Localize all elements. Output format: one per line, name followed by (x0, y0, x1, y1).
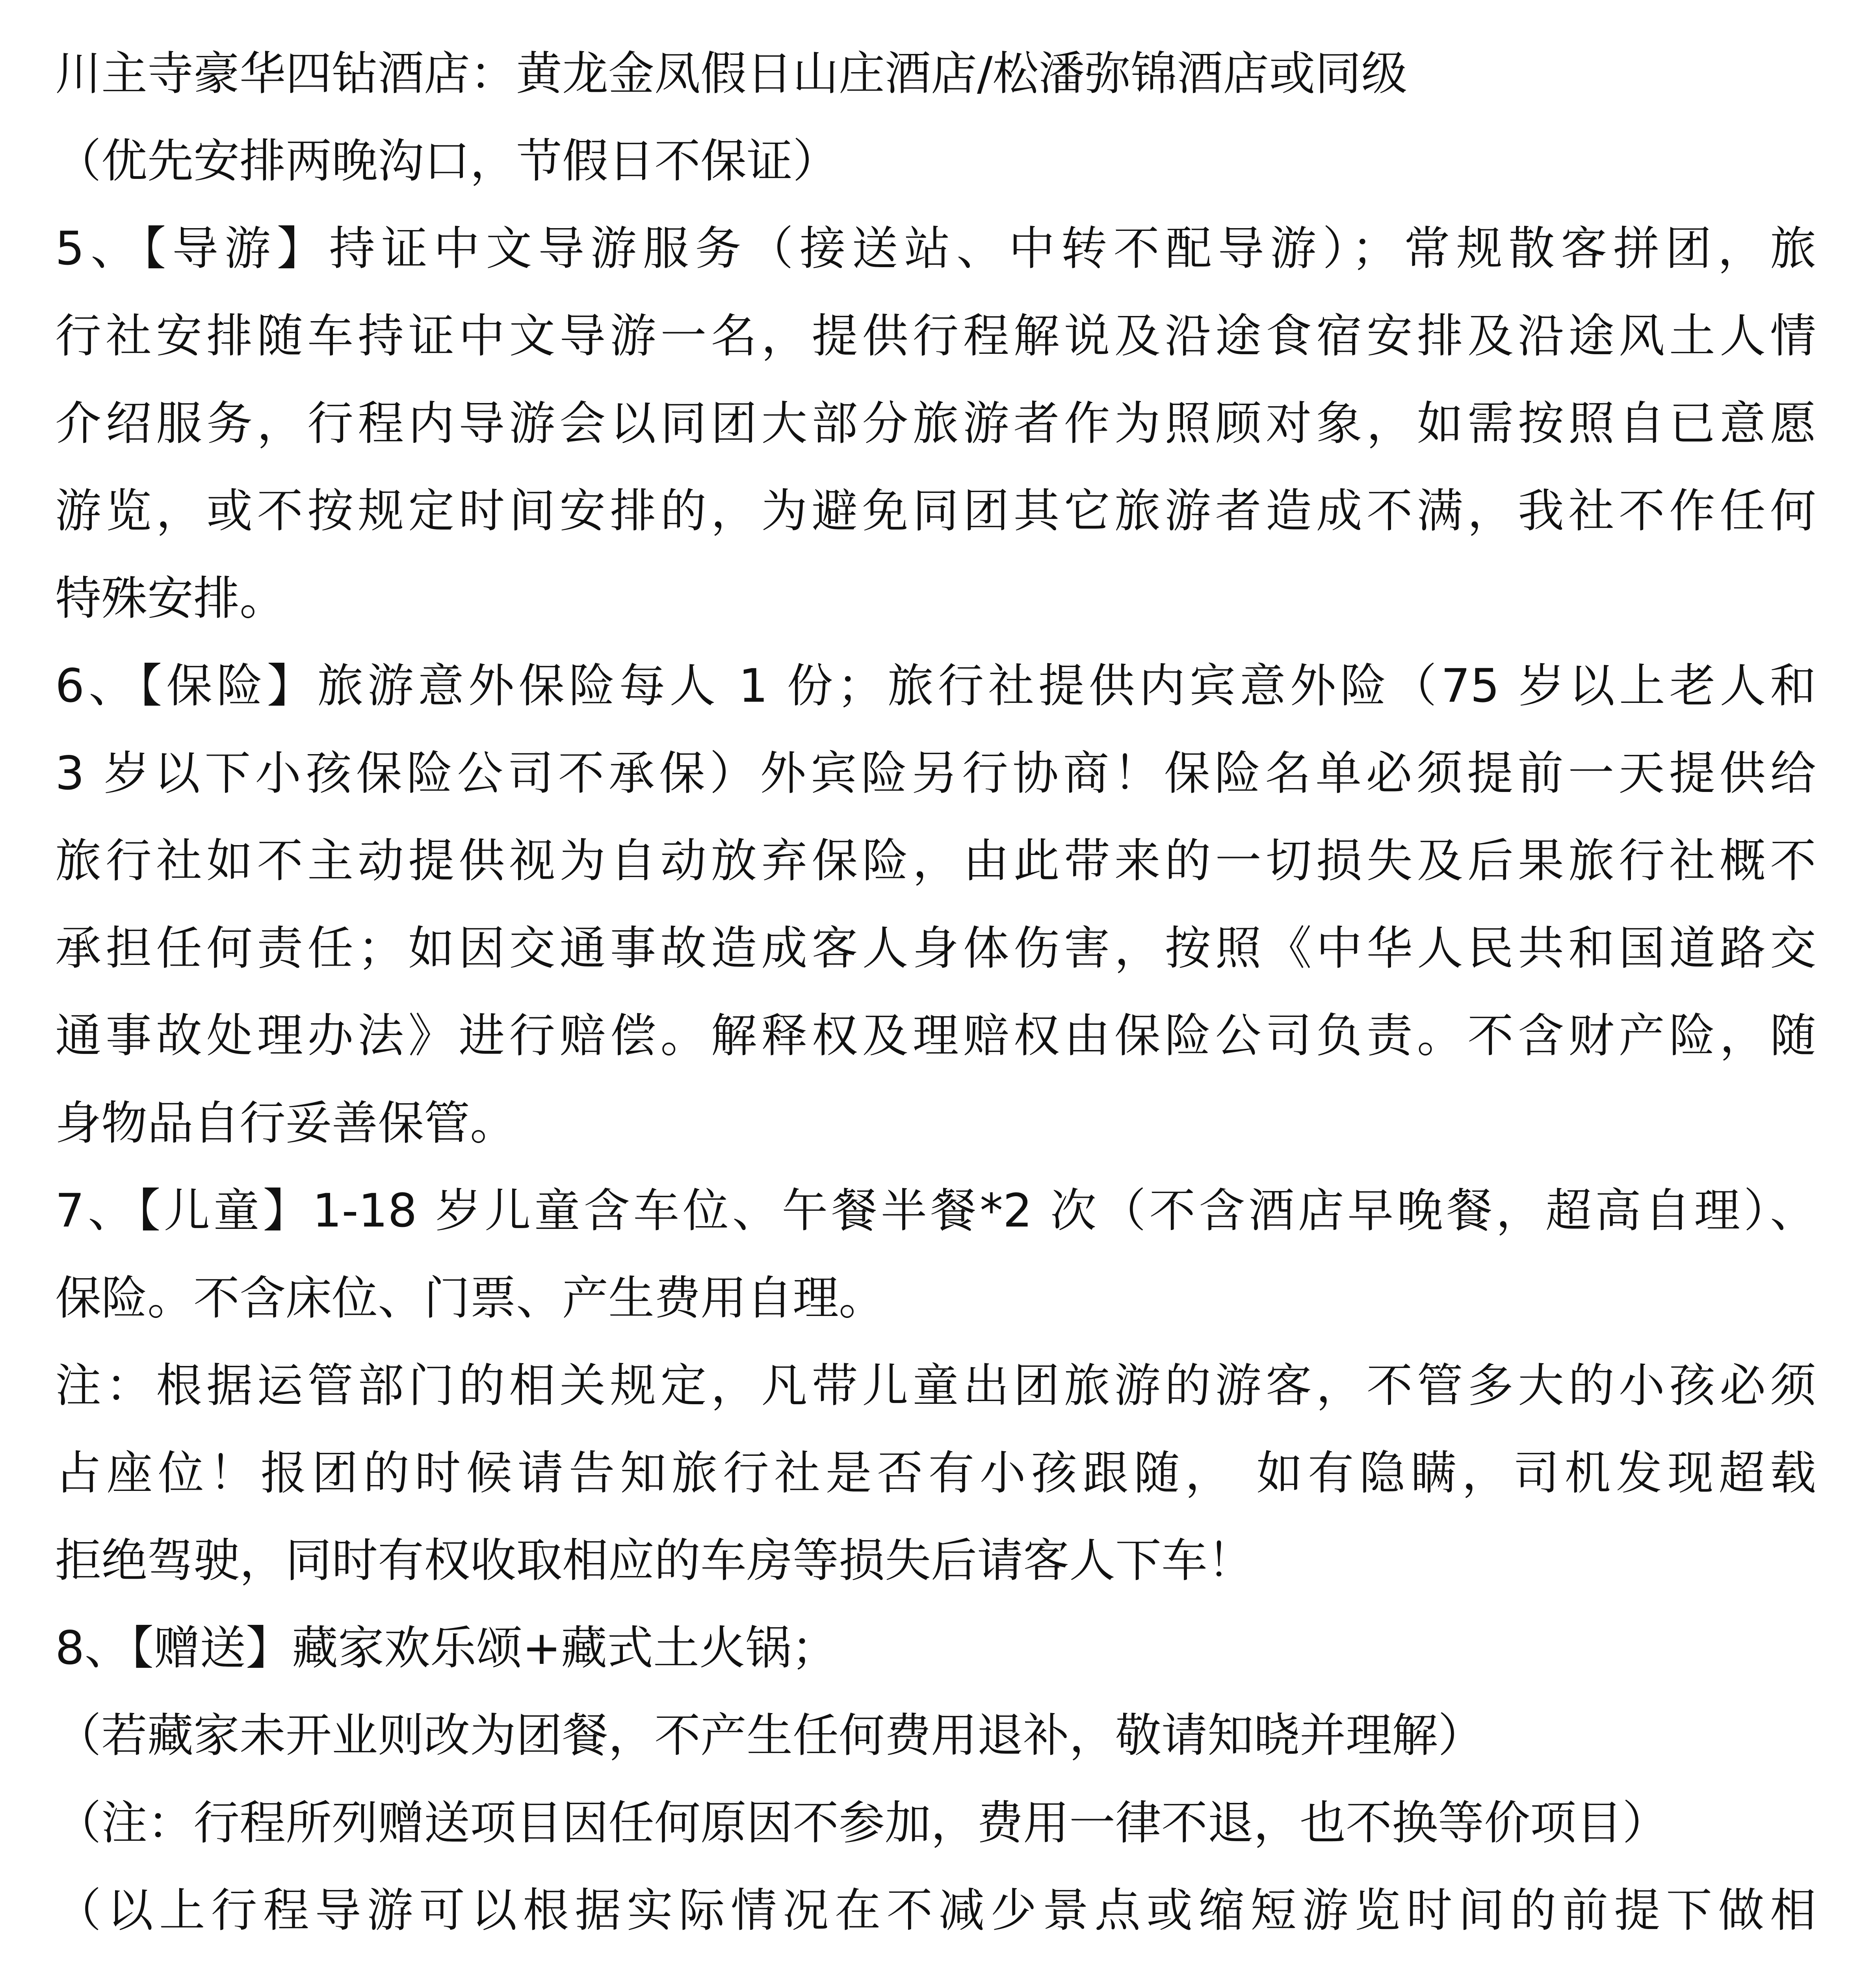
text-line: 游览，或不按规定时间安排的，为避免同团其它旅游者造成不满，我社不作任何 (55, 484, 1816, 538)
text-line: 介绍服务，行程内导游会以同团大部分旅游者作为照顾对象，如需按照自已意愿 (55, 396, 1816, 450)
text-line: 特殊安排。 (55, 571, 286, 625)
text-line: 拒绝驾驶，同时有权收取相应的车房等损失后请客人下车！ (55, 1533, 1254, 1587)
text-line: （优先安排两晚沟口，节假日不保证） (55, 134, 839, 188)
text-block-before-heading (55, 30, 1816, 1970)
text-line: 5、【导游】持证中文导游服务（接送站、中转不配导游）；常规散客拼团，旅 (55, 221, 1816, 275)
text-line: 承担任何责任；如因交通事故造成客人身体伤害，按照《中华人民共和国道路交 (55, 921, 1816, 975)
document-body (55, 30, 1816, 1970)
text-line: 7、【儿童】1-18 岁儿童含车位、午餐半餐*2 次（不含酒店早晚餐，超高自理）、 (55, 1184, 1816, 1238)
text-line: 旅行社如不主动提供视为自动放弃保险，由此带来的一切损失及后果旅行社概不 (55, 834, 1816, 888)
text-line: 行社安排随车持证中文导游一名，提供行程解说及沿途食宿安排及沿途风土人情 (55, 309, 1816, 363)
text-line: 通事故处理办法》进行赔偿。解释权及理赔权由保险公司负责。不含财产险，随 (55, 1009, 1816, 1063)
text-line: 8、【赠送】藏家欢乐颂+藏式土火锅； (55, 1621, 838, 1675)
text-line: 占座位！报团的时候请告知旅行社是否有小孩跟随， 如有隐瞒，司机发现超载 (55, 1446, 1816, 1500)
text-line: （注：行程所列赠送项目因任何原因不参加，费用一律不退，也不换等价项目） (55, 1796, 1669, 1850)
text-line (55, 1954, 1816, 1970)
text-line: （若藏家未开业则改为团餐，不产生任何费用退补，敬请知晓并理解） (55, 1708, 1484, 1762)
text-line: 注：根据运管部门的相关规定，凡带儿童出团旅游的游客，不管多大的小孩必须 (55, 1359, 1816, 1412)
text-line: （以上行程导游可以根据实际情况在不减少景点或缩短游览时间的前提下做相 (55, 1883, 1816, 1937)
text-line: 3 岁以下小孩保险公司不承保）外宾险另行协商！保险名单必须提前一天提供给 (55, 746, 1816, 800)
text-line: 身物品自行妥善保管。 (55, 1096, 516, 1150)
text-line: 川主寺豪华四钻酒店：黄龙金凤假日山庄酒店/松潘弥锦酒店或同级 (55, 46, 1408, 100)
text-line: 保险。不含床位、门票、产生费用自理。 (55, 1271, 885, 1325)
text-line: 6、【保险】旅游意外保险每人 1 份；旅行社提供内宾意外险（75 岁以上老人和 (55, 659, 1816, 713)
